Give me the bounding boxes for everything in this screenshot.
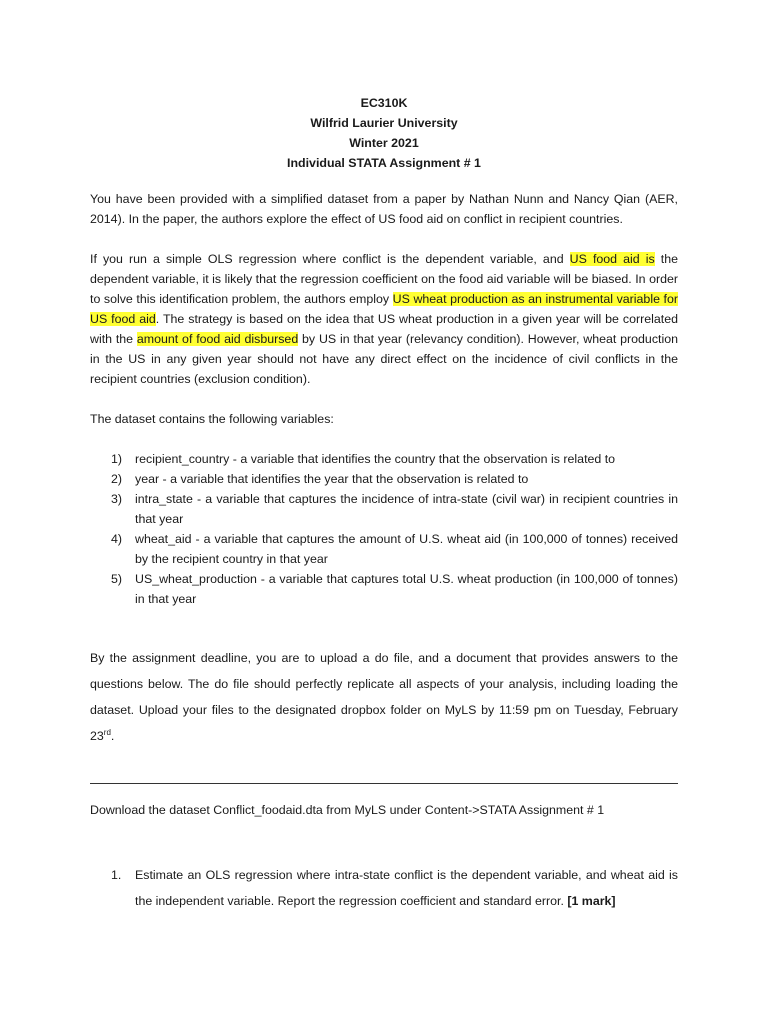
horizontal-divider	[90, 783, 678, 784]
variables-intro: The dataset contains the following variables:	[90, 412, 334, 426]
list-number: 4)	[111, 532, 123, 546]
list-number: 2)	[111, 472, 123, 486]
ols-paragraph	[90, 249, 678, 389]
university-name: Wilfrid Laurier University	[310, 116, 458, 130]
deadline-end: .	[110, 729, 115, 743]
list-item	[90, 569, 678, 609]
list-item-text: recipient_country - a variable that identifies the country that the observation is related to	[135, 452, 616, 466]
highlight-food-aid: US food aid is	[569, 252, 655, 266]
ordinal-suffix: rd	[103, 727, 111, 737]
deadline-text: By the assignment deadline, you are to upload a do file, and a document that provides answers to the questions below. The do file should perfectly replicate all aspects of your analysis, including loading the dataset. Upload your files to the designated dropbox folder on MyLS by 11:59 pm on Tuesday, February 23	[90, 651, 678, 743]
course-code: EC310K	[360, 96, 408, 110]
question-mark: [1 mark]	[567, 894, 616, 908]
highlight-instrument: US wheat production as an instrumental variable for US food aid	[90, 292, 678, 326]
assignment-title: Individual STATA Assignment # 1	[287, 156, 481, 170]
question-item	[90, 862, 678, 914]
list-item	[90, 529, 678, 569]
list-item	[90, 469, 678, 489]
variables-list	[90, 449, 678, 609]
document-header	[90, 0, 678, 173]
list-number: 5)	[111, 572, 123, 586]
list-item-text: intra_state - a variable that captures the incidence of intra-state (civil war) in recipient countries in that year	[135, 492, 678, 526]
download-instruction: Download the dataset Conflict_foodaid.dta from MyLS under Content->STATA Assignment # 1	[90, 803, 605, 817]
highlight-amount-disbursed: amount of food aid disbursed	[136, 332, 299, 346]
list-number: 3)	[111, 492, 123, 506]
term: Winter 2021	[349, 136, 419, 150]
questions-list	[90, 862, 678, 914]
ols-text-3: . The strategy is based on the idea that US wheat production in a given year will be correlated with the	[90, 312, 679, 346]
ols-text-1: If you run a simple OLS regression where conflict is the dependent variable, and	[90, 252, 570, 266]
question-text: Estimate an OLS regression where intra-state conflict is the dependent variable, and wheat aid is the independent variable. Report the regression coefficient and standard error.	[135, 868, 678, 908]
intro-paragraph: You have been provided with a simplified dataset from a paper by Nathan Nunn and Nancy Qian (AER, 2014). In the paper, the authors explore the effect of US food aid on conflict in recipient countries.	[90, 192, 678, 226]
list-item-text: wheat_aid - a variable that captures the amount of U.S. wheat aid (in 100,000 of tonnes) received by the recipient country in that year	[135, 532, 678, 566]
deadline-paragraph	[90, 645, 678, 749]
question-number: 1.	[111, 868, 122, 882]
list-number: 1)	[111, 452, 123, 466]
list-item	[90, 489, 678, 529]
list-item-text: US_wheat_production - a variable that captures total U.S. wheat production (in 100,000 of tonnes) in that year	[135, 572, 678, 606]
ols-text-4: by US in that year (relevancy condition). However, wheat production in the US in any given year should not have any direct effect on the incidence of civil conflicts in the recipient countries (exclusion condition).	[90, 332, 678, 386]
list-item	[90, 449, 678, 469]
list-item-text: year - a variable that identifies the year that the observation is related to	[135, 472, 529, 486]
ols-text-2: the dependent variable, it is likely that the regression coefficient on the food aid variable will be biased. In order to solve this identification problem, the authors employ	[90, 252, 678, 306]
